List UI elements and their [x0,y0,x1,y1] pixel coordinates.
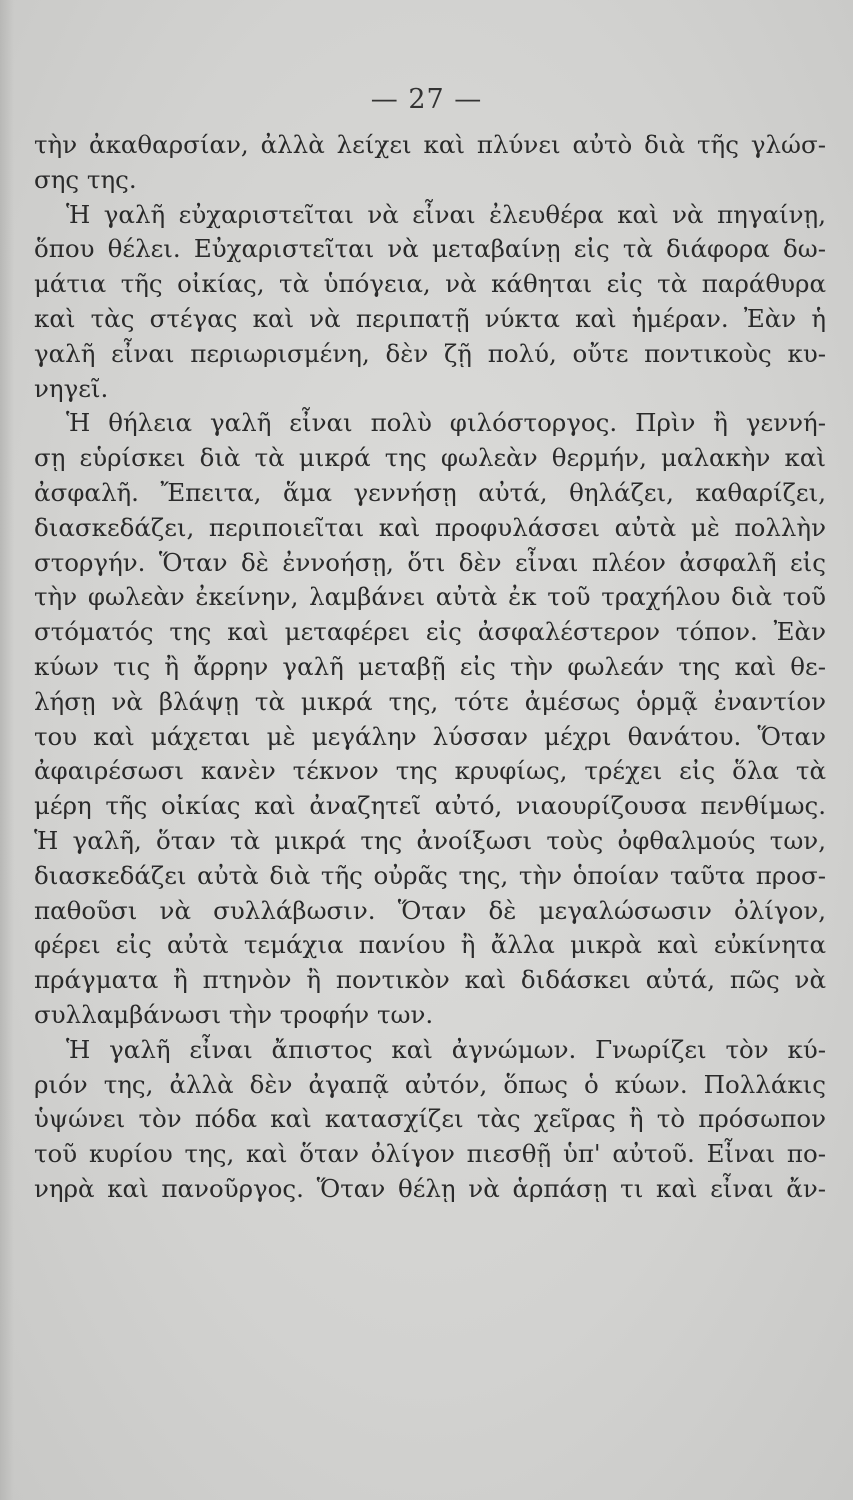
text-line: καὶ τὰς στέγας καὶ νὰ περιπατῇ νύκτα καὶ ἡμέραν. Ἐὰν ἡ [34,303,826,333]
text-line: λήσῃ νὰ βλάψῃ τὰ μικρά της, τότε ἀμέσως ὁρμᾷ ἐναντίον [34,686,826,716]
text-line: του καὶ μάχεται μὲ μεγάλην λύσσαν μέχρι θανάτου. Ὅταν [34,721,826,751]
text-line: στοργήν. Ὅταν δὲ ἐννοήσῃ, ὅτι δὲν εἶναι πλέον ἀσφαλῆ εἰς [34,547,826,577]
text-line: σης της. [34,164,137,194]
body-text [34,128,826,1207]
text-line: μέρη τῆς οἰκίας καὶ ἀναζητεῖ αὐτό, νιαουρίζουσα πενθίμως. [34,791,826,821]
text-line: ὑψώνει τὸν πόδα καὶ κατασχίζει τὰς χεῖρας ἢ τὸ πρόσωπον [34,1104,826,1134]
text-line: φέρει εἰς αὐτὰ τεμάχια πανίου ἢ ἄλλα μικρὰ καὶ εὐκίνητα [34,930,826,960]
binding-shadow [0,0,14,1500]
text-line: κύων τις ἢ ἄρρην γαλῆ μεταβῇ εἰς τὴν φωλεάν της καὶ θε- [34,651,826,681]
text-line: στόματός της καὶ μεταφέρει εἰς ἀσφαλέστερον τόπον. Ἐὰν [34,617,826,647]
text-line: τὴν φωλεὰν ἐκείνην, λαμβάνει αὐτὰ ἐκ τοῦ τραχήλου διὰ τοῦ [34,582,826,612]
page-number: — 27 — [370,84,483,115]
text-line: ἀσφαλῆ. Ἔπειτα, ἅμα γεννήσῃ αὐτά, θηλάζει, καθαρίζει, [34,477,826,507]
text-line: διασκεδάζει, περιποιεῖται καὶ προφυλάσσει αὐτὰ μὲ πολλὴν [34,512,826,542]
text-line: ριόν της, ἀλλὰ δὲν ἀγαπᾷ αὐτόν, ὅπως ὁ κύων. Πολλάκις [34,1069,826,1099]
text-line: γαλῆ εἶναι περιωρισμένη, δὲν ζῇ πολύ, οὔτε ποντικοὺς κυ- [34,338,826,368]
text-line: νηγεῖ. [34,373,109,403]
text-line: Ἡ γαλῆ εἶναι ἄπιστος καὶ ἀγνώμων. Γνωρίζει τὸν κύ- [66,1034,826,1064]
text-line: ἀφαιρέσωσι κανὲν τέκνον της κρυφίως, τρέχει εἰς ὅλα τὰ [34,756,826,786]
text-line: Ἡ γαλῆ εὐχαριστεῖται νὰ εἶναι ἐλευθέρα καὶ νὰ πηγαίνῃ, [66,199,826,229]
text-line: παθοῦσι νὰ συλλάβωσιν. Ὅταν δὲ μεγαλώσωσιν ὀλίγον, [34,895,826,925]
text-line: πράγματα ἢ πτηνὸν ἢ ποντικὸν καὶ διδάσκει αὐτά, πῶς νὰ [34,965,826,995]
text-line: διασκεδάζει αὐτὰ διὰ τῆς οὐρᾶς της, τὴν ὁποίαν ταῦτα προσ- [34,860,826,890]
text-line: σῃ εὑρίσκει διὰ τὰ μικρά της φωλεὰν θερμήν, μαλακὴν καὶ [34,443,826,473]
text-line: τοῦ κυρίου της, καὶ ὅταν ὀλίγον πιεσθῇ ὑπ' αὐτοῦ. Εἶναι πο- [34,1139,826,1169]
text-line: νηρὰ καὶ πανοῦργος. Ὅταν θέλῃ νὰ ἁρπάσῃ τι καὶ εἶναι ἄν- [34,1173,826,1203]
text-line: μάτια τῆς οἰκίας, τὰ ὑπόγεια, νὰ κάθηται εἰς τὰ παράθυρα [34,269,826,299]
text-line: τὴν ἀκαθαρσίαν, ἀλλὰ λείχει καὶ πλύνει αὐτὸ διὰ τῆς γλώσ- [34,130,826,159]
text-line: Ἡ θήλεια γαλῆ εἶναι πολὺ φιλόστοργος. Πρὶν ἢ γεννή- [66,408,826,438]
text-line: ὅπου θέλει. Εὐχαριστεῖται νὰ μεταβαίνῃ εἰς τὰ διάφορα δω- [34,234,826,264]
text-line: συλλαμβάνωσι τὴν τροφήν των. [34,999,434,1029]
text-line: Ἡ γαλῆ, ὅταν τὰ μικρά της ἀνοίξωσι τοὺς ὀφθαλμούς των, [34,825,826,855]
